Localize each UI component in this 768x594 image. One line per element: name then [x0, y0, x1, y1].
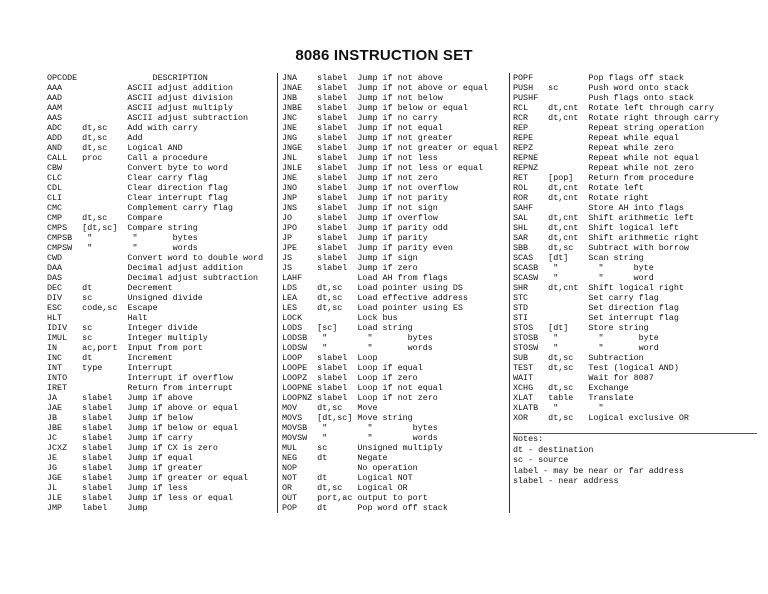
instruction-row: REPE Repeat while equal [513, 133, 679, 143]
instruction-column-1 [47, 73, 275, 513]
instruction-row: CALL proc Call a procedure [47, 153, 208, 163]
instruction-row: SCAS [dt] Scan string [513, 253, 644, 263]
instruction-row: STOS [dt] Store string [513, 323, 649, 333]
instruction-row: PUSHF Push flags onto stack [513, 93, 694, 103]
instruction-row: STD Set direction flag [513, 303, 679, 313]
instruction-row: LDS dt,sc Load pointer using DS [282, 283, 463, 293]
instruction-row: JP slabel Jump if parity [282, 233, 428, 243]
instruction-row: JLE slabel Jump if less or equal [47, 493, 233, 503]
instruction-row: JO slabel Jump if overflow [282, 213, 438, 223]
instruction-row: SHR dt,cnt Shift logical right [513, 283, 684, 293]
instruction-row: STC Set carry flag [513, 293, 659, 303]
instruction-row: JNP slabel Jump if not parity [282, 193, 448, 203]
instruction-row: POPF Pop flags off stack [513, 73, 684, 83]
instruction-row: REPNE Repeat while not equal [513, 153, 699, 163]
instruction-row: REP Repeat string operation [513, 123, 704, 133]
instruction-row: JNE slabel Jump if not zero [282, 173, 438, 183]
instruction-row: REPNZ Repeat while not zero [513, 163, 694, 173]
note-line: Notes: [513, 434, 544, 444]
instruction-row: JA slabel Jump if above [47, 393, 193, 403]
instruction-row: JE slabel Jump if equal [47, 453, 193, 463]
column-divider [277, 73, 278, 513]
instruction-row: DAA Decimal adjust addition [47, 263, 244, 273]
instruction-row: MOVSB " " bytes [282, 423, 438, 433]
instruction-row: IN ac,port Input from port [47, 343, 203, 353]
instruction-row: CMPSB " " bytes [47, 233, 198, 243]
instruction-row: ROR dt,cnt Rotate right [513, 193, 649, 203]
instruction-row: JNC slabel Jump if no carry [282, 113, 438, 123]
instruction-row: SAHF Store AH into flags [513, 203, 684, 213]
instruction-row: LOOPZ slabel Loop if zero [282, 373, 418, 383]
instruction-row: LOCK Lock bus [282, 313, 398, 323]
instruction-row: CMP dt,sc Compare [47, 213, 163, 223]
instruction-row: LEA dt,sc Load effective address [282, 293, 468, 303]
note-line: slabel - near address [513, 476, 619, 486]
page-title: 8086 INSTRUCTION SET [295, 47, 473, 64]
instruction-row: IRET Return from interrupt [47, 383, 233, 393]
instruction-row: OPCODE DESCRIPTION [47, 73, 208, 83]
instruction-row: TEST dt,sc Test (logical AND) [513, 363, 679, 373]
instruction-row: LOOPE slabel Loop if equal [282, 363, 423, 373]
instruction-row: INTO Interrupt if overflow [47, 373, 233, 383]
instruction-row: NOT dt Logical NOT [282, 473, 413, 483]
instruction-row: JCXZ slabel Jump if CX is zero [47, 443, 218, 453]
instruction-row: LAHF Load AH from flags [282, 273, 448, 283]
instruction-row: MOVS [dt,sc] Move string [282, 413, 413, 423]
instruction-row: REPZ Repeat while zero [513, 143, 674, 153]
instruction-row: MUL sc Unsigned multiply [282, 443, 443, 453]
instruction-row: NOP No operation [282, 463, 418, 473]
instruction-row: JNL slabel Jump if not less [282, 153, 438, 163]
instruction-row: JS slabel Jump if sign [282, 253, 418, 263]
instruction-row: JNLE slabel Jump if not less or equal [282, 163, 484, 173]
instruction-row: AAD ASCII adjust division [47, 93, 233, 103]
instruction-row: JMP label Jump [47, 503, 148, 513]
instruction-row: JBE slabel Jump if below or equal [47, 423, 238, 433]
instruction-row: LODS [sc] Load string [282, 323, 413, 333]
instruction-row: INC dt Increment [47, 353, 173, 363]
instruction-row: LOOPNE slabel Loop if not equal [282, 383, 443, 393]
column-divider [509, 73, 510, 513]
instruction-row: JNAE slabel Jump if not above or equal [282, 83, 489, 93]
instruction-row: JNG slabel Jump if not greater [282, 133, 453, 143]
instruction-row: XCHG dt,sc Exchange [513, 383, 629, 393]
instruction-row: AAA ASCII adjust addition [47, 83, 233, 93]
instruction-row: STI Set interrupt flag [513, 313, 679, 323]
instruction-row: AAM ASCII adjust multiply [47, 103, 233, 113]
instruction-row: POP dt Pop word off stack [282, 503, 448, 513]
instruction-row: XOR dt,sc Logical exclusive OR [513, 413, 689, 423]
instruction-row: SBB dt,sc Subtract with borrow [513, 243, 689, 253]
instruction-row: STOSW " " word [513, 343, 659, 353]
instruction-row: JNO slabel Jump if not overflow [282, 183, 458, 193]
instruction-row: CWD Convert word to double word [47, 253, 264, 263]
instruction-row: CLI Clear interrupt flag [47, 193, 228, 203]
instruction-row: IMUL sc Integer multiply [47, 333, 208, 343]
instruction-row: JNS slabel Jump if not sign [282, 203, 438, 213]
instruction-row: CBW Convert byte to word [47, 163, 228, 173]
instruction-row: ROL dt,cnt Rotate left [513, 183, 644, 193]
instruction-row: LES dt,sc Load pointer using ES [282, 303, 463, 313]
instruction-row: DAS Decimal adjust subtraction [47, 273, 259, 283]
instruction-row: JS slabel Jump if zero [282, 263, 418, 273]
instruction-column-2 [282, 73, 508, 513]
instruction-column-3 [513, 73, 765, 423]
instruction-row: SCASW " " word [513, 273, 654, 283]
instruction-row: SAR dt,cnt Shift arithmetic right [513, 233, 699, 243]
instruction-row: JB slabel Jump if below [47, 413, 193, 423]
instruction-row: LODSB " " bytes [282, 333, 433, 343]
instruction-row: ADC dt,sc Add with carry [47, 123, 198, 133]
instruction-row: RCL dt,cnt Rotate left through carry [513, 103, 715, 113]
instruction-row: JL slabel Jump if less [47, 483, 188, 493]
instruction-row: SAL dt,cnt Shift arithmetic left [513, 213, 694, 223]
instruction-row: JNB slabel Jump if not below [282, 93, 443, 103]
instruction-row: RET [pop] Return from procedure [513, 173, 694, 183]
instruction-row: JG slabel Jump if greater [47, 463, 203, 473]
instruction-row: IDIV sc Integer divide [47, 323, 198, 333]
instruction-row: WAIT Wait for 8087 [513, 373, 654, 383]
instruction-row: NEG dt Negate [282, 453, 388, 463]
instruction-row: JC slabel Jump if carry [47, 433, 193, 443]
instruction-row: CDL Clear direction flag [47, 183, 228, 193]
instruction-row: SUB dt,sc Subtraction [513, 353, 644, 363]
instruction-row: CMC Complement carry flag [47, 203, 233, 213]
instruction-row: ESC code,sc Escape [47, 303, 158, 313]
instruction-row: INT type Interrupt [47, 363, 173, 373]
instruction-row: LOOPNZ slabel Loop if not zero [282, 393, 438, 403]
instruction-row: JNA slabel Jump if not above [282, 73, 443, 83]
instruction-row: JNGE slabel Jump if not greater or equal [282, 143, 499, 153]
instruction-row: MOVSW " " words [282, 433, 438, 443]
instruction-row: JAE slabel Jump if above or equal [47, 403, 238, 413]
instruction-row: STOSB " " byte [513, 333, 659, 343]
instruction-row: XLAT table Translate [513, 393, 634, 403]
instruction-row: LODSW " " words [282, 343, 433, 353]
instruction-row: SCASB " " byte [513, 263, 654, 273]
instruction-row: ADD dt,sc Add [47, 133, 143, 143]
note-line: label - may be near or far address [513, 465, 684, 476]
instruction-row: PUSH sc Push word onto stack [513, 83, 689, 93]
instruction-row: DIV sc Unsigned divide [47, 293, 203, 303]
instruction-row: JGE slabel Jump if greater or equal [47, 473, 249, 483]
instruction-row: RCR dt,cnt Rotate right through carry [513, 113, 720, 123]
note-line: sc - source [513, 455, 569, 465]
instruction-row: CMPS [dt,sc] Compare string [47, 223, 198, 233]
instruction-row: JPE slabel Jump if parity even [282, 243, 453, 253]
instruction-row: CLC Clear carry flag [47, 173, 208, 183]
instruction-row: JNE slabel Jump if not equal [282, 123, 443, 133]
instruction-row: LOOP slabel Loop [282, 353, 378, 363]
instruction-row: AND dt,sc Logical AND [47, 143, 183, 153]
instruction-row: XLATB " " [513, 403, 604, 413]
instruction-row: OR dt,sc Logical OR [282, 483, 408, 493]
instruction-row: JNBE slabel Jump if below or equal [282, 103, 468, 113]
instruction-row: HLT Halt [47, 313, 148, 323]
note-line: dt - destination [513, 444, 594, 455]
instruction-row: DEC dt Decrement [47, 283, 173, 293]
instruction-row: CMPSW " " words [47, 243, 198, 253]
instruction-row: JPO slabel Jump if parity odd [282, 223, 448, 233]
notes-section [513, 434, 684, 487]
instruction-row: AAS ASCII adjust subtraction [47, 113, 249, 123]
instruction-row: MOV dt,sc Move [282, 403, 378, 413]
instruction-row: OUT port,ac output to port [282, 493, 428, 503]
instruction-row: SHL dt,cnt Shift logical left [513, 223, 679, 233]
